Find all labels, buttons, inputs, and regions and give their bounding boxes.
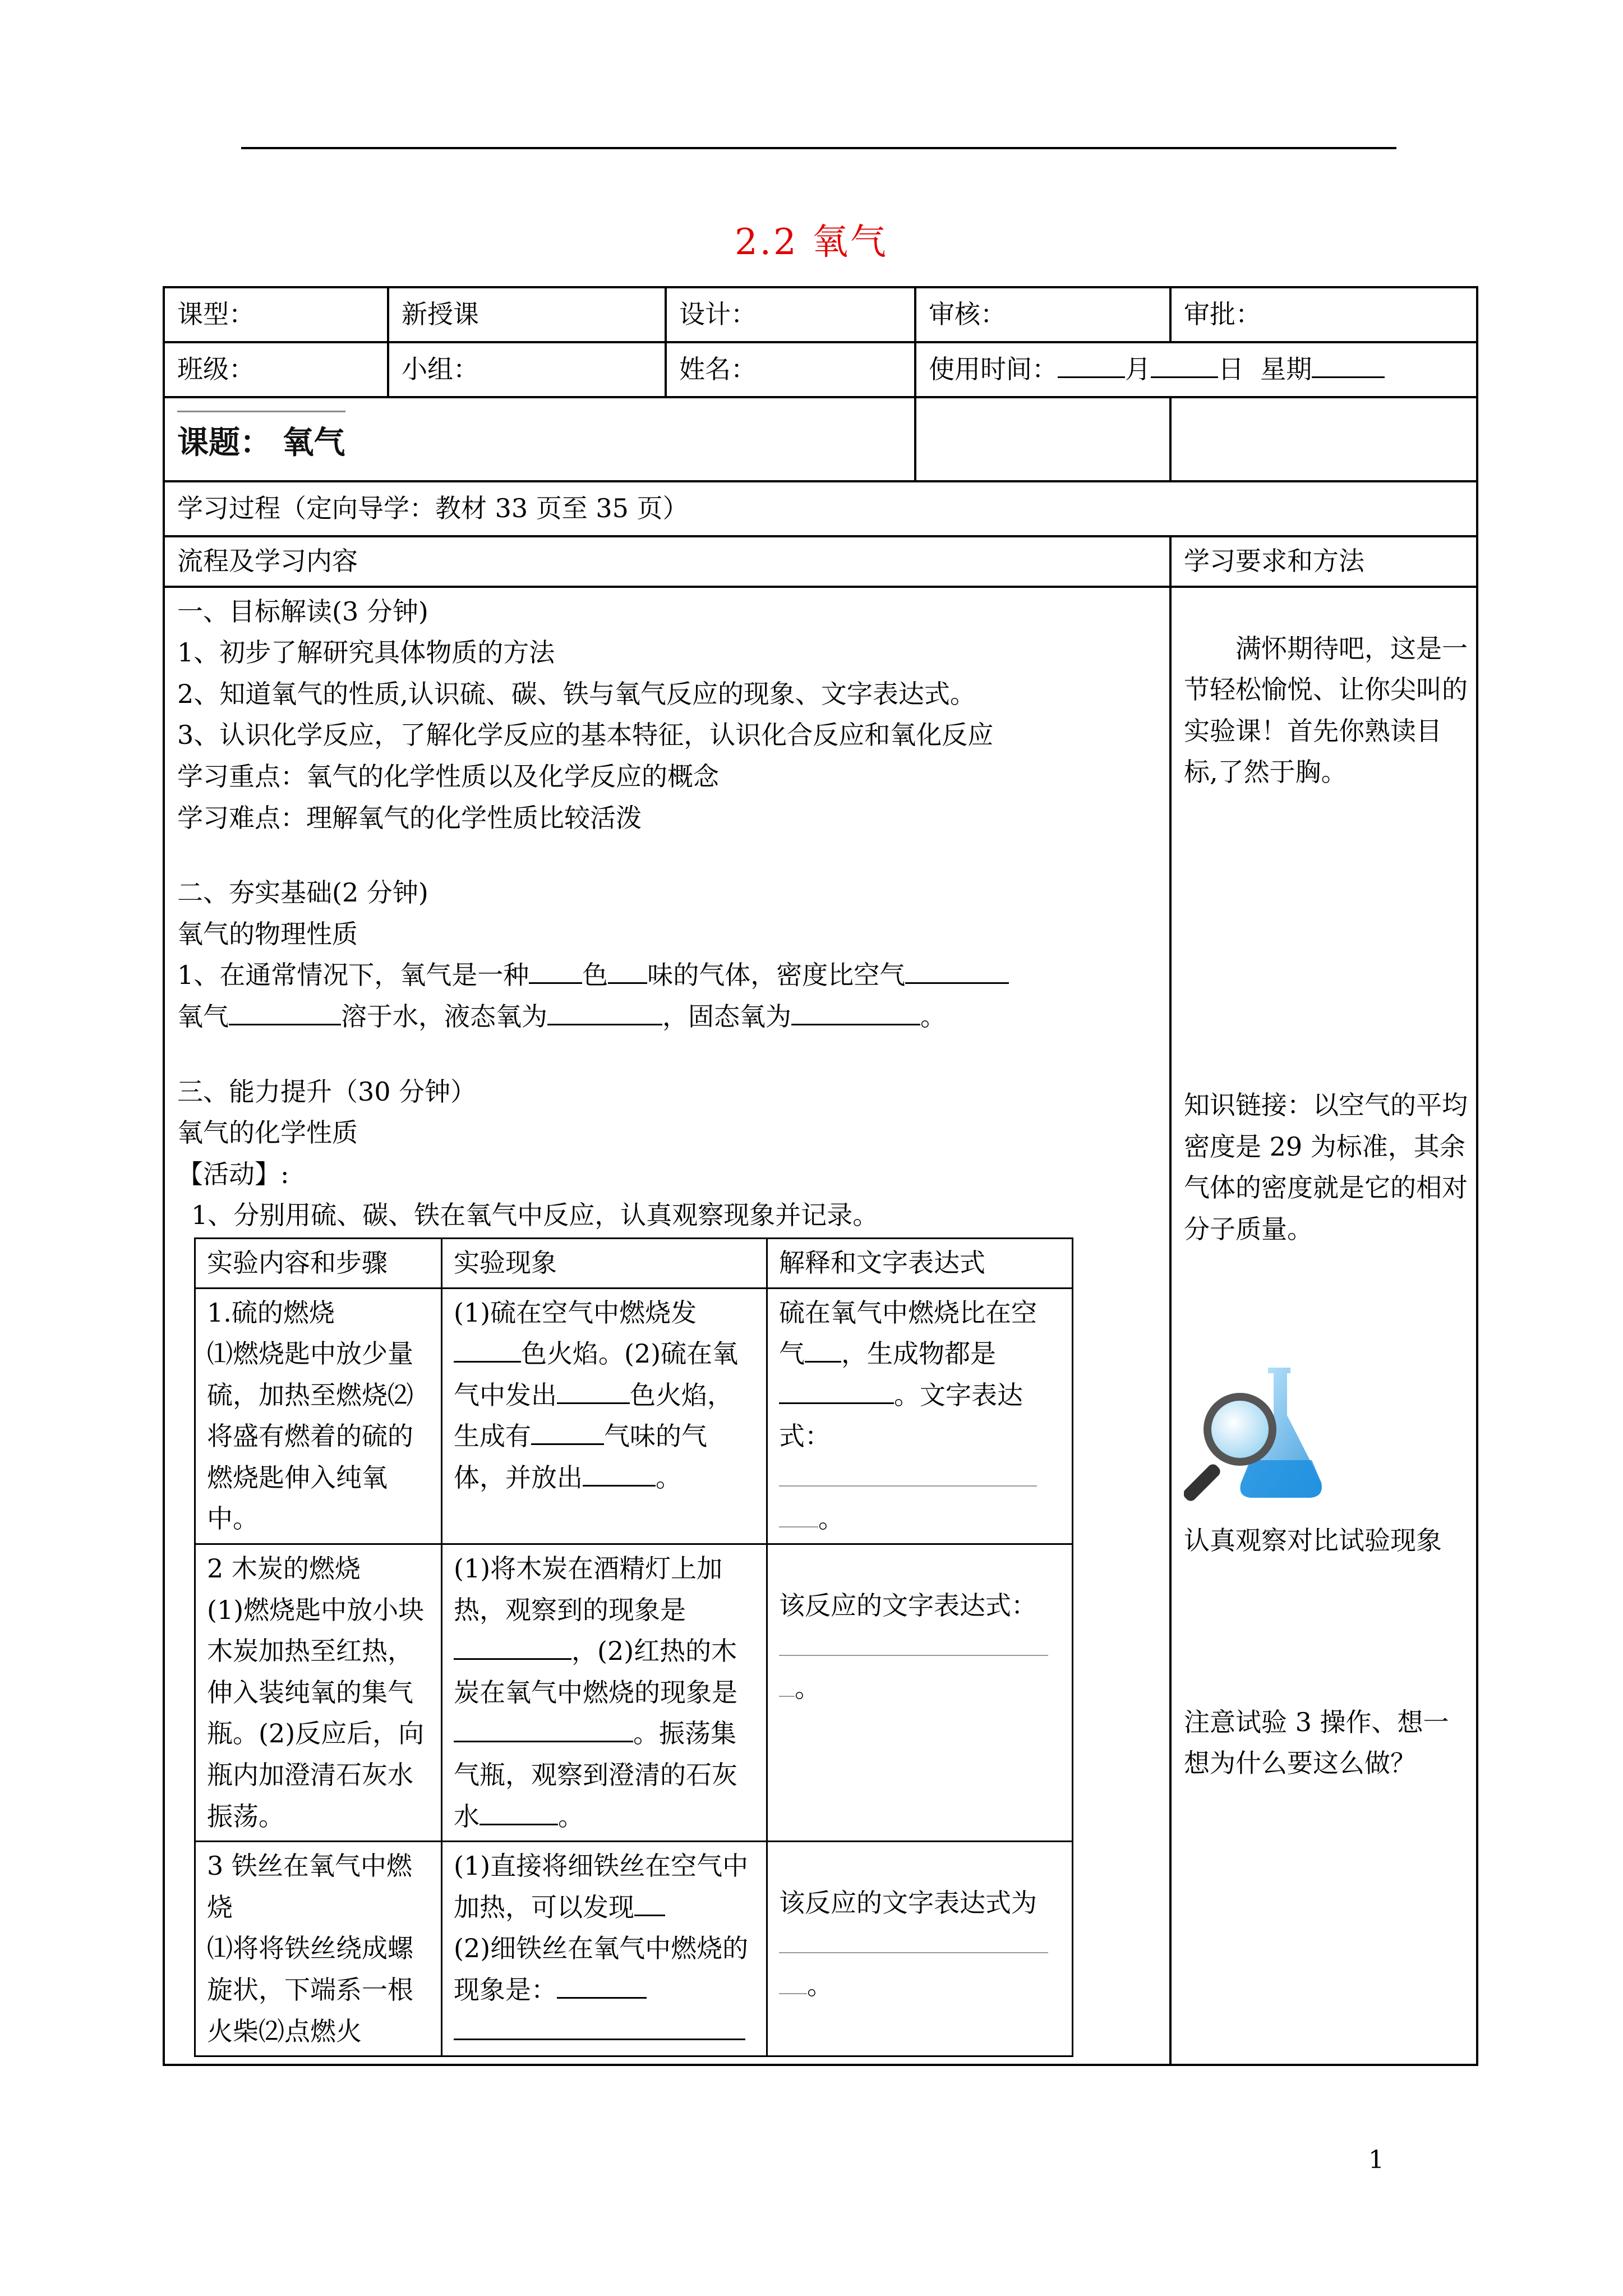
goal-item: 3、认识化学反应，了解化学反应的基本特征，认识化合反应和氧化反应 xyxy=(177,720,994,751)
course-type-label: 课型： xyxy=(164,287,388,342)
class-label: 班级： xyxy=(164,342,388,397)
fill-blank xyxy=(454,1632,571,1660)
section2-heading: 二、夯实基础(2 分钟) xyxy=(177,877,428,908)
iron-steps: 3 铁丝在氧气中燃烧 ⑴将将铁丝绕成螺旋状，下端系一根火柴⑵点燃火 xyxy=(195,1842,442,2056)
text-segment: 色火焰。(2)硫在氧气中发出 xyxy=(454,1338,739,1410)
fill-blank xyxy=(454,1715,633,1742)
charcoal-steps: 2 木炭的燃烧 (1)燃烧匙中放小块木炭加热至红热，伸入装纯氧的集气瓶。(2)反应后，向瓶内加澄清石灰水振荡。 xyxy=(195,1544,442,1842)
text-segment: 味的气体，密度比空气 xyxy=(647,960,906,991)
page-title: 2.2 氧气 xyxy=(734,222,889,263)
day-label: 日 xyxy=(1218,354,1244,385)
fill-blank xyxy=(779,1967,807,1994)
fill-blank xyxy=(779,1501,818,1527)
text-segment: 。 xyxy=(656,1462,681,1493)
text-segment: 。振荡集气瓶，观察到澄清的石灰水 xyxy=(454,1718,737,1832)
reviewer-label: 审核： xyxy=(915,287,1170,342)
fill-blank xyxy=(557,1377,630,1404)
weekday-label: 星期 xyxy=(1260,354,1312,385)
fill-blank xyxy=(479,1798,558,1825)
key-point: 学习重点：氧气的化学性质以及化学反应的概念 xyxy=(177,761,719,792)
observe-note: 认真观察对比试验现象 xyxy=(1184,1525,1442,1556)
experiment-header: 解释和文字表达式 xyxy=(767,1238,1073,1288)
text-segment: 氧气 xyxy=(177,1001,229,1032)
fill-blank xyxy=(634,1889,665,1916)
text-segment: ，固态氧为 xyxy=(662,1001,791,1032)
designer-label: 设计： xyxy=(666,287,915,342)
section3-heading: 三、能力提升（30 分钟） xyxy=(177,1076,477,1107)
approver-label: 审批： xyxy=(1170,287,1477,342)
fill-blank xyxy=(779,1460,1037,1487)
text-segment: (1)将木炭在酒精灯上加热，观察到的现象是 xyxy=(454,1553,723,1625)
charcoal-explanation xyxy=(767,1544,1073,1842)
usage-time-label: 使用时间： xyxy=(929,354,1058,385)
text-segment: 。 xyxy=(920,1001,946,1032)
column-head-right: 学习要求和方法 xyxy=(1170,536,1477,587)
text-segment: 色 xyxy=(582,960,608,991)
text-segment: 溶于水，液态氧为 xyxy=(341,1001,547,1032)
fill-blank xyxy=(229,998,341,1025)
chemical-properties-title: 氧气的化学性质 xyxy=(177,1117,358,1148)
weekday-blank xyxy=(1312,351,1385,378)
topic-empty-cell xyxy=(915,397,1170,481)
course-type-value: 新授课 xyxy=(388,287,666,342)
goal-item: 1、初步了解研究具体物质的方法 xyxy=(177,637,555,668)
magnifier-flask-icon xyxy=(1184,1362,1468,1520)
text-segment: 该反应的文字表达式： xyxy=(779,1590,1037,1621)
topic-label: 课题： 氧气 xyxy=(177,411,345,468)
text-segment: 。 xyxy=(807,1970,833,2001)
text-segment: 。 xyxy=(558,1801,584,1832)
section1-heading: 一、目标解读(3 分钟) xyxy=(177,596,428,627)
page-number: 1 xyxy=(1368,2146,1384,2174)
charcoal-observation xyxy=(442,1544,767,1842)
text-segment: 。 xyxy=(795,1673,820,1704)
fill-blank xyxy=(905,956,1009,984)
fill-blank xyxy=(779,1670,795,1697)
iron-observation xyxy=(442,1842,767,2056)
month-label: 月 xyxy=(1125,354,1151,385)
fill-blank xyxy=(531,1418,604,1445)
encouragement-note: 满怀期待吧，这是一节轻松愉悦、让你尖叫的实验课！首先你熟读目标,了然于胸。 xyxy=(1184,633,1468,788)
text-segment: 该反应的文字表达式为 xyxy=(779,1888,1037,1918)
experiment-header: 实验现象 xyxy=(442,1238,767,1288)
fill-blank xyxy=(583,1459,656,1487)
text-segment: 硫在氧气中燃烧比在空气 xyxy=(779,1297,1037,1369)
fill-blank xyxy=(779,1377,894,1404)
fill-blank xyxy=(454,2013,745,2040)
fill-blank xyxy=(608,956,647,984)
text-segment: 1、在通常情况下，氧气是一种 xyxy=(177,960,529,991)
fill-blank xyxy=(557,1971,647,1999)
text-segment: 气味的气体，并放出 xyxy=(454,1421,707,1493)
sulfur-steps: 1.硫的燃烧 ⑴燃烧匙中放少量硫，加热至燃烧⑵将盛有燃着的硫的燃烧匙伸入纯氧中。 xyxy=(195,1288,442,1544)
text-segment: 。文字表达式： xyxy=(779,1379,1023,1452)
caution-note: 注意试验 3 操作、想一想为什么要这么做？ xyxy=(1184,1706,1449,1779)
topic-empty-cell-2 xyxy=(1170,397,1477,481)
method-notes-cell xyxy=(1170,587,1477,2065)
sulfur-observation xyxy=(442,1288,767,1544)
name-label: 姓名： xyxy=(666,342,915,397)
month-blank xyxy=(1058,351,1125,378)
group-label: 小组： xyxy=(388,342,666,397)
text-segment: 。 xyxy=(818,1503,844,1534)
difficult-point: 学习难点：理解氧气的化学性质比较活泼 xyxy=(177,802,642,833)
physical-properties-title: 氧气的物理性质 xyxy=(177,918,358,949)
content-cell xyxy=(164,587,1170,2065)
iron-explanation xyxy=(767,1842,1073,2056)
knowledge-link-note: 知识链接：以空气的平均密度是 29 为标准，其余气体的密度就是它的相对分子质量。 xyxy=(1184,1089,1468,1244)
fill-blank xyxy=(779,1629,1048,1656)
text-segment: (1)直接将细铁丝在空气中加热，可以发现 xyxy=(454,1851,749,1922)
text-segment: (1)硫在空气中燃烧发 xyxy=(454,1297,697,1328)
activity-intro: 1、分别用硫、碳、铁在氧气中反应，认真观察现象并记录。 xyxy=(191,1200,879,1231)
usage-time-field xyxy=(915,342,1477,397)
goal-item: 2、知道氧气的性质,认识硫、碳、铁与氧气反应的现象、文字表达式。 xyxy=(177,678,976,709)
lesson-table xyxy=(163,286,1478,2066)
physical-properties-line1 xyxy=(177,955,1169,996)
header-rule xyxy=(241,147,1396,149)
text-segment: ，生成物都是 xyxy=(841,1338,996,1369)
activity-label: 【活动】: xyxy=(177,1158,289,1189)
text-segment: (2)细铁丝在氧气中燃烧的现象是： xyxy=(454,1933,749,2005)
experiment-table xyxy=(194,1237,1073,2057)
sulfur-explanation xyxy=(767,1288,1073,1544)
fill-blank xyxy=(779,1926,1048,1953)
fill-blank xyxy=(529,956,582,984)
process-header: 学习过程（定向导学：教材 33 页至 35 页） xyxy=(164,481,1477,536)
fill-blank xyxy=(791,998,920,1025)
fill-blank xyxy=(805,1335,841,1363)
experiment-header: 实验内容和步骤 xyxy=(195,1238,442,1288)
fill-blank xyxy=(454,1335,521,1363)
physical-properties-line2 xyxy=(177,996,1169,1038)
text-segment: 色火焰，生成有 xyxy=(454,1379,733,1452)
day-blank xyxy=(1151,351,1218,378)
topic-cell xyxy=(164,397,915,481)
text-segment: ，(2)红热的木炭在氧气中燃烧的现象是 xyxy=(454,1636,737,1708)
fill-blank xyxy=(547,998,662,1025)
column-head-left: 流程及学习内容 xyxy=(164,536,1170,587)
